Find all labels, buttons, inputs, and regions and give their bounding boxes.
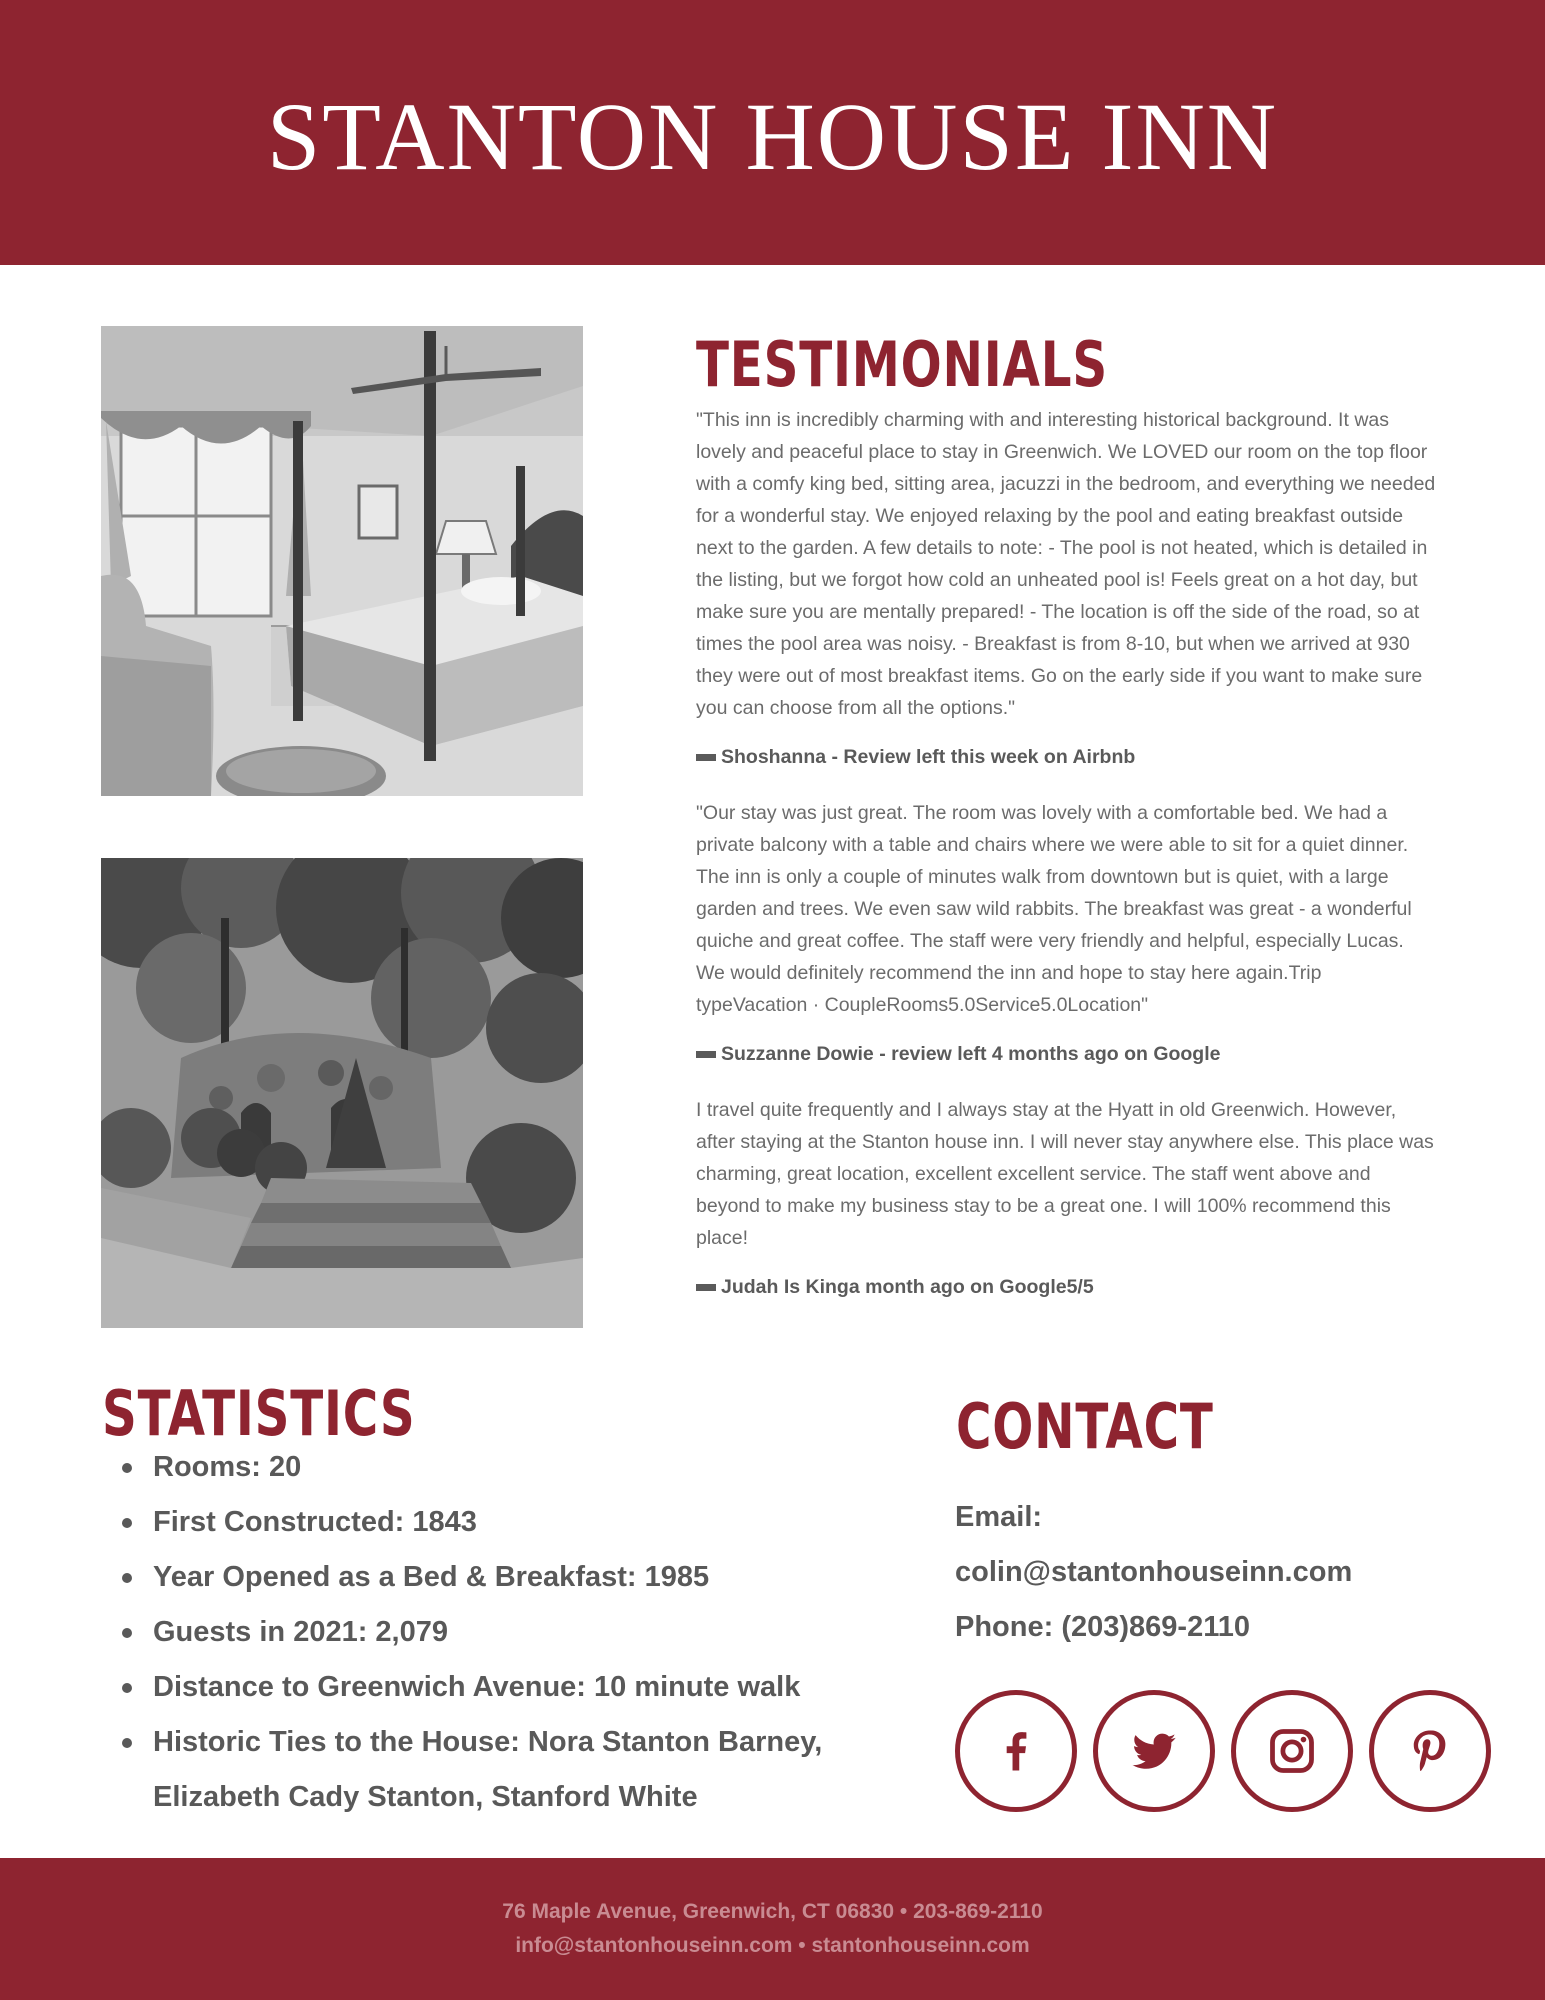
statistics-list [122, 1440, 882, 1825]
stat-guests: Guests in 2021: 2,079 [122, 1605, 882, 1660]
bedroom-photo [101, 326, 583, 796]
header-banner [0, 0, 1545, 265]
twitter-icon[interactable] [1093, 1690, 1215, 1812]
review-item [696, 404, 1436, 770]
review-author-text: Shoshanna - Review left this week on Airbnb [721, 746, 1136, 768]
testimonials-heading: TESTIMONIALS [696, 328, 1108, 401]
email-label: Email: [955, 1501, 1043, 1533]
footer-address: 76 Maple Avenue, Greenwich, CT 06830 • 203-869-2110 [502, 1900, 1043, 1923]
dash-icon [696, 1051, 716, 1058]
phone-text[interactable]: Phone: (203)869-2110 [955, 1611, 1250, 1643]
review-item [696, 1094, 1436, 1300]
statistics-heading: STATISTICS [102, 1377, 416, 1450]
testimonials-list [696, 404, 1436, 1327]
garden-photo [101, 858, 583, 1328]
facebook-icon[interactable] [955, 1690, 1077, 1812]
page-title: STANTON HOUSE INN [266, 83, 1279, 190]
review-author [696, 1041, 1436, 1067]
social-links [955, 1690, 1491, 1812]
pinterest-icon[interactable] [1369, 1690, 1491, 1812]
footer-links[interactable]: info@stantonhouseinn.com • stantonhouseinn.com [515, 1934, 1030, 1957]
review-quote: I travel quite frequently and I always stay at the Hyatt in old Greenwich. However, after staying at the Stanton house inn. I will never stay anywhere else. This place was charming, great location, excellent excellent service. The staff went above and beyond to make my business stay to be a great one. I will 100% recommend this place! [696, 1099, 1434, 1249]
stat-distance: Distance to Greenwich Avenue: 10 minute walk [122, 1660, 882, 1715]
dash-icon [696, 1284, 716, 1291]
review-author [696, 1274, 1436, 1300]
stat-first-constructed: First Constructed: 1843 [122, 1495, 882, 1550]
review-author-text: Judah Is Kinga month ago on Google5/5 [721, 1276, 1094, 1298]
review-item [696, 797, 1436, 1067]
contact-block [955, 1490, 1515, 1655]
contact-heading: CONTACT [956, 1390, 1214, 1463]
review-quote: "Our stay was just great. The room was lovely with a comfortable bed. We had a private balcony with a table and chairs where we were able to sit for a quiet dinner. The inn is only a couple of minutes walk from downtown but is quiet, with a large garden and trees. We even saw wild rabbits. The breakfast was great - a wonderful quiche and great coffee. The staff were very friendly and helpful, especially Lucas. We would definitely recommend the inn and hope to stay here again.Trip typeVacation · CoupleRooms5.0Service5.0Location" [696, 802, 1412, 1016]
review-quote: "This inn is incredibly charming with and interesting historical background. It was lovely and peaceful place to stay in Greenwich. We LOVED our room on the top floor with a comfy king bed, sitting area, jacuzzi in the bedroom, and everything we needed for a wonderful stay. We enjoyed relaxing by the pool and eating breakfast outside next to the garden. A few details to note: - The pool is not heated, which is detailed in the listing, but we forgot how cold an unheated pool is! Feels great on a hot day, but make sure you are mentally prepared! - The location is off the side of the road, so at times the pool area was noisy. - Breakfast is from 8-10, but when we arrived at 930 they were out of most breakfast items. Go on the early side if you want to make sure you can choose from all the options." [696, 409, 1436, 719]
stat-year-opened: Year Opened as a Bed & Breakfast: 1985 [122, 1550, 882, 1605]
review-author [696, 744, 1436, 770]
email-link[interactable]: colin@stantonhouseinn.com [955, 1556, 1353, 1588]
stat-rooms: Rooms: 20 [122, 1440, 882, 1495]
footer-banner [0, 1858, 1545, 2000]
instagram-icon[interactable] [1231, 1690, 1353, 1812]
stat-historic-ties: Historic Ties to the House: Nora Stanton Barney, Elizabeth Cady Stanton, Stanford White [122, 1715, 882, 1825]
review-author-text: Suzzanne Dowie - review left 4 months ago on Google [721, 1043, 1221, 1065]
dash-icon [696, 754, 716, 761]
